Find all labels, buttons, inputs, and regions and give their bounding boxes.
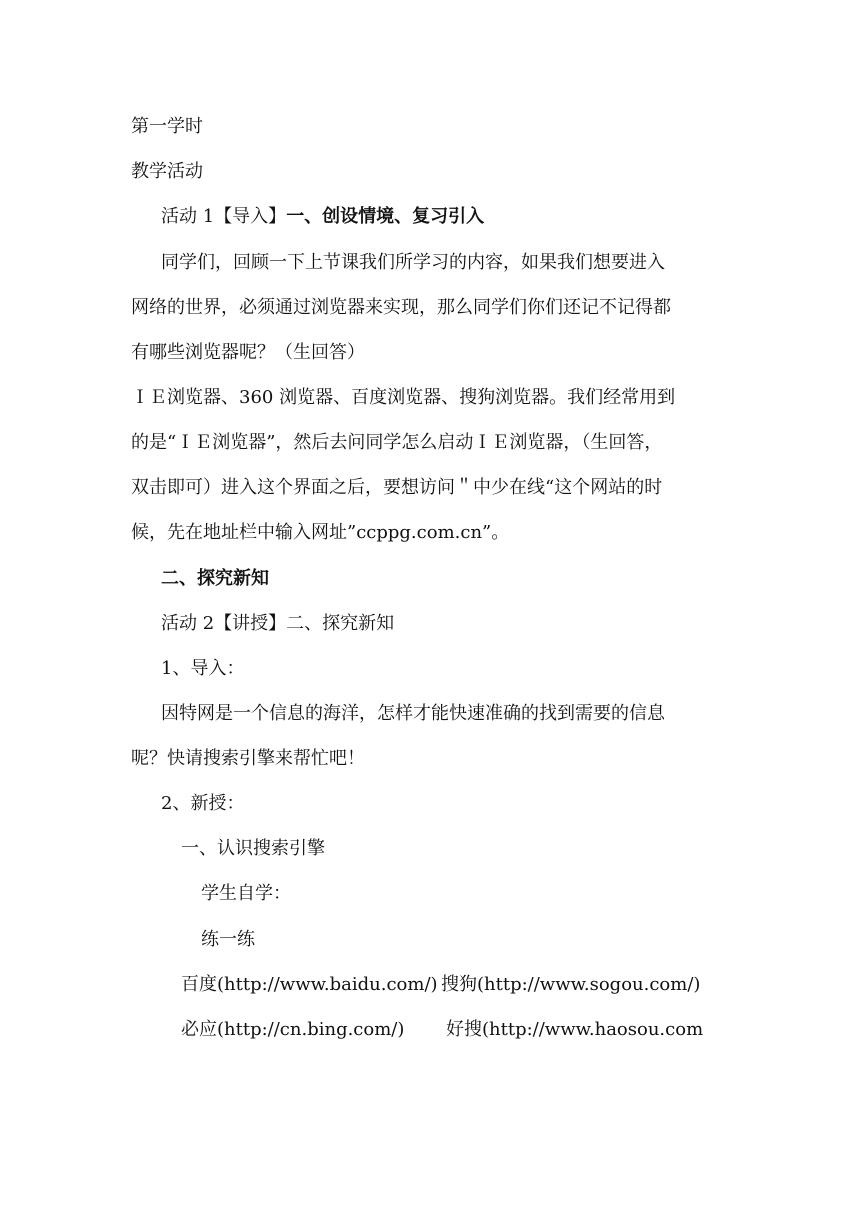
item1-label: 1、导入： xyxy=(161,658,245,679)
para2-line4: 候，先在地址栏中输入网址”ccppg.com.cn”。 xyxy=(131,522,510,543)
practice-label: 练一练 xyxy=(201,929,255,950)
subheading: 一、认识搜索引擎 xyxy=(181,838,325,859)
self-study-label: 学生自学： xyxy=(201,883,291,904)
item2-label: 2、新授： xyxy=(161,793,245,814)
para2-line3: 双击即可）进入这个界面之后，要想访问＂中少在线“这个网站的时 xyxy=(131,477,663,498)
para3-line2: 呢？快请搜索引擎来帮忙吧！ xyxy=(131,748,365,769)
section-heading: 教学活动 xyxy=(131,161,203,182)
lesson-period: 第一学时 xyxy=(131,116,203,137)
heading2: 二、探究新知 xyxy=(161,568,269,589)
link-baidu: 百度(http://www.baidu.com/) xyxy=(181,974,438,995)
link-haosou: 好搜(http://www.haosou.com xyxy=(446,1019,704,1040)
para2-line2: 的是“ＩＥ浏览器”，然后去问同学怎么启动ＩＥ浏览器，（生回答， xyxy=(131,432,663,453)
para1-line1: 同学们，回顾一下上节课我们所学习的内容，如果我们想要进入 xyxy=(161,252,665,273)
activity2-heading: 活动 2【讲授】二、探究新知 xyxy=(161,613,395,634)
para1-line3: 有哪些浏览器呢？（生回答） xyxy=(131,342,365,363)
activity1-heading xyxy=(161,205,484,229)
activity1-prefix: 活动 1【导入】 xyxy=(161,206,287,227)
para2-line1: ＩＥ浏览器、360 浏览器、百度浏览器、搜狗浏览器。我们经常用到 xyxy=(131,387,676,408)
para3-line1: 因特网是一个信息的海洋，怎样才能快速准确的找到需要的信息 xyxy=(161,703,665,724)
para1-line2: 网络的世界，必须通过浏览器来实现，那么同学们你们还记不记得都 xyxy=(131,297,671,318)
link-sogou: 搜狗(http://www.sogou.com/) xyxy=(441,974,701,995)
activity1-title: 一、创设情境、复习引入 xyxy=(286,206,485,227)
link-bing: 必应(http://cn.bing.com/) xyxy=(181,1019,405,1040)
